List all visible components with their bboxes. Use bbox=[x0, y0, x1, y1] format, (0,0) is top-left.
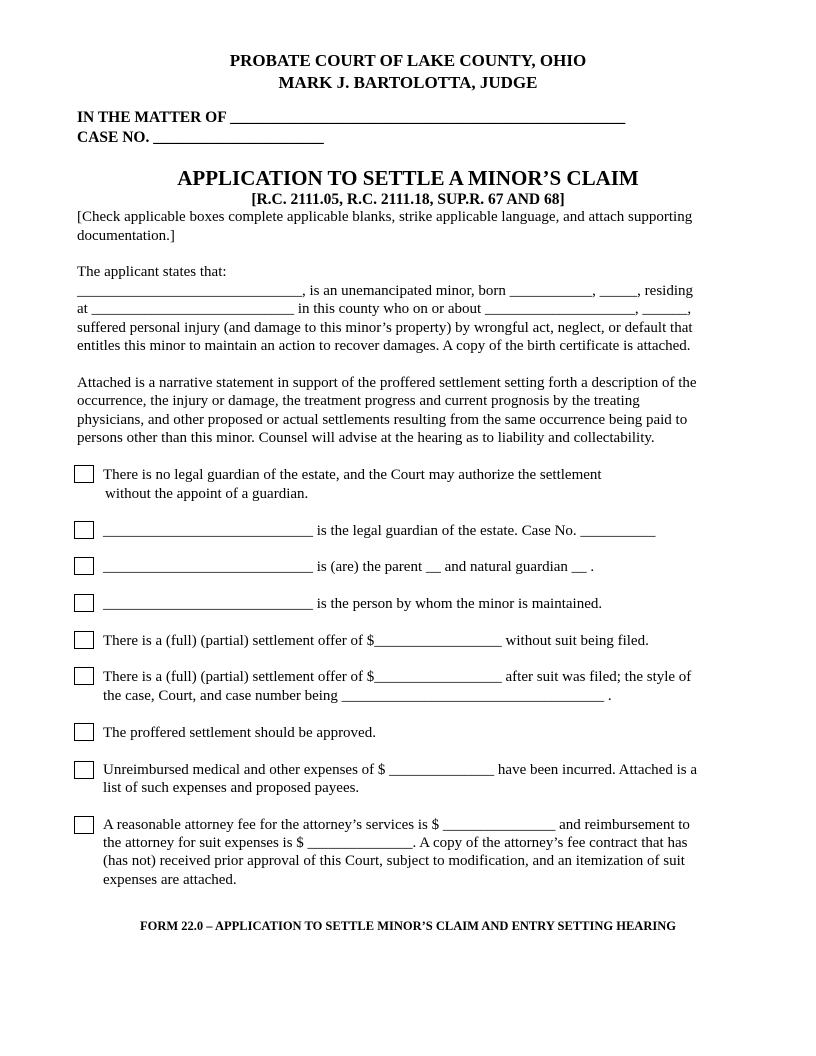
checkbox-parent-guardian[interactable] bbox=[74, 557, 94, 575]
parent-guardian-text[interactable]: ____________________________ is (are) the parent __ and natural guardian __ . bbox=[103, 559, 595, 575]
offer-after-suit-text-cont[interactable]: the case, Court, and case number being ___________________________________ . bbox=[103, 688, 612, 704]
checkbox-no-guardian[interactable] bbox=[74, 465, 94, 483]
attorney-fee-text-3: (has not) received prior approval of this Court, subject to modification, and an itemization of suit bbox=[103, 853, 685, 869]
statute-citation: [R.C. 2111.05, R.C. 2111.18, SUP.R. 67 AND 68] bbox=[251, 191, 565, 208]
checkbox-legal-guardian[interactable] bbox=[74, 521, 94, 539]
court-name: PROBATE COURT OF LAKE COUNTY, OHIO bbox=[229, 51, 587, 70]
damages-statement-line: entitles this minor to maintain an action to recover damages. A copy of the birth certificate is attached. bbox=[77, 338, 691, 354]
minor-name-birth-line[interactable]: ______________________________, is an unemancipated minor, born ___________, _____, residing bbox=[77, 283, 694, 299]
attorney-fee-text-4: expenses are attached. bbox=[103, 872, 237, 888]
offer-after-suit-text[interactable]: There is a (full) (partial) settlement offer of $_________________ after suit was filed; the style of bbox=[103, 669, 692, 685]
judge-name: MARK J. BARTOLOTTA, JUDGE bbox=[278, 73, 538, 92]
checkbox-settlement-approved[interactable] bbox=[74, 723, 94, 741]
checkbox-medical-expenses[interactable] bbox=[74, 761, 94, 779]
in-the-matter-field[interactable]: IN THE MATTER OF ___________________________________________________ bbox=[77, 109, 626, 126]
medical-expenses-text-cont: list of such expenses and proposed payees. bbox=[103, 780, 360, 796]
narrative-line-3: physicians, and other proposed or actual settlements resulting from the same occurrence being paid to bbox=[77, 412, 688, 428]
checkbox-offer-without-suit[interactable] bbox=[74, 631, 94, 649]
checkbox-attorney-fee[interactable] bbox=[74, 816, 94, 834]
offer-without-suit-text[interactable]: There is a (full) (partial) settlement offer of $_________________ without suit being filed. bbox=[103, 633, 649, 649]
maintainer-text[interactable]: ____________________________ is the person by whom the minor is maintained. bbox=[103, 596, 603, 612]
checkbox-maintainer[interactable] bbox=[74, 594, 94, 612]
applicant-intro: The applicant states that: bbox=[77, 264, 227, 280]
form-footer: FORM 22.0 – APPLICATION TO SETTLE MINOR’S CLAIM AND ENTRY SETTING HEARING bbox=[140, 919, 676, 933]
no-guardian-text: There is no legal guardian of the estate, and the Court may authorize the settlement bbox=[103, 467, 602, 483]
narrative-line-1: Attached is a narrative statement in support of the proffered settlement setting forth a description of the bbox=[77, 375, 697, 391]
residence-date-line[interactable]: at ___________________________ in this county who on or about ____________________, ______, bbox=[77, 301, 692, 317]
instructions-line-1: [Check applicable boxes complete applicable blanks, strike applicable language, and attach supporting bbox=[77, 209, 693, 225]
case-number-field[interactable]: CASE NO. ______________________ bbox=[77, 129, 324, 146]
instructions-line-2: documentation.] bbox=[77, 228, 175, 244]
narrative-line-4: persons other than this minor. Counsel will advise at the hearing as to liability and collectability. bbox=[77, 430, 655, 446]
checkbox-offer-after-suit[interactable] bbox=[74, 667, 94, 685]
settlement-approved-text: The proffered settlement should be approved. bbox=[103, 725, 376, 741]
legal-guardian-text[interactable]: ____________________________ is the legal guardian of the estate. Case No. __________ bbox=[103, 523, 656, 539]
medical-expenses-text[interactable]: Unreimbursed medical and other expenses of $ ______________ have been incurred. Attached is a bbox=[103, 762, 697, 778]
attorney-fee-text[interactable]: A reasonable attorney fee for the attorney’s services is $ _______________ and reimbursement to bbox=[103, 817, 690, 833]
no-guardian-text-cont: without the appoint of a guardian. bbox=[105, 486, 309, 502]
narrative-line-2: occurrence, the injury or damage, the treatment progress and current prognosis by the treating bbox=[77, 393, 640, 409]
form-title: APPLICATION TO SETTLE A MINOR’S CLAIM bbox=[177, 166, 639, 190]
attorney-fee-text-2[interactable]: the attorney for suit expenses is $ ______________. A copy of the attorney’s fee contract that has bbox=[103, 835, 688, 851]
injury-statement-line: suffered personal injury (and damage to this minor’s property) by wrongful act, neglect, or default that bbox=[77, 320, 693, 336]
